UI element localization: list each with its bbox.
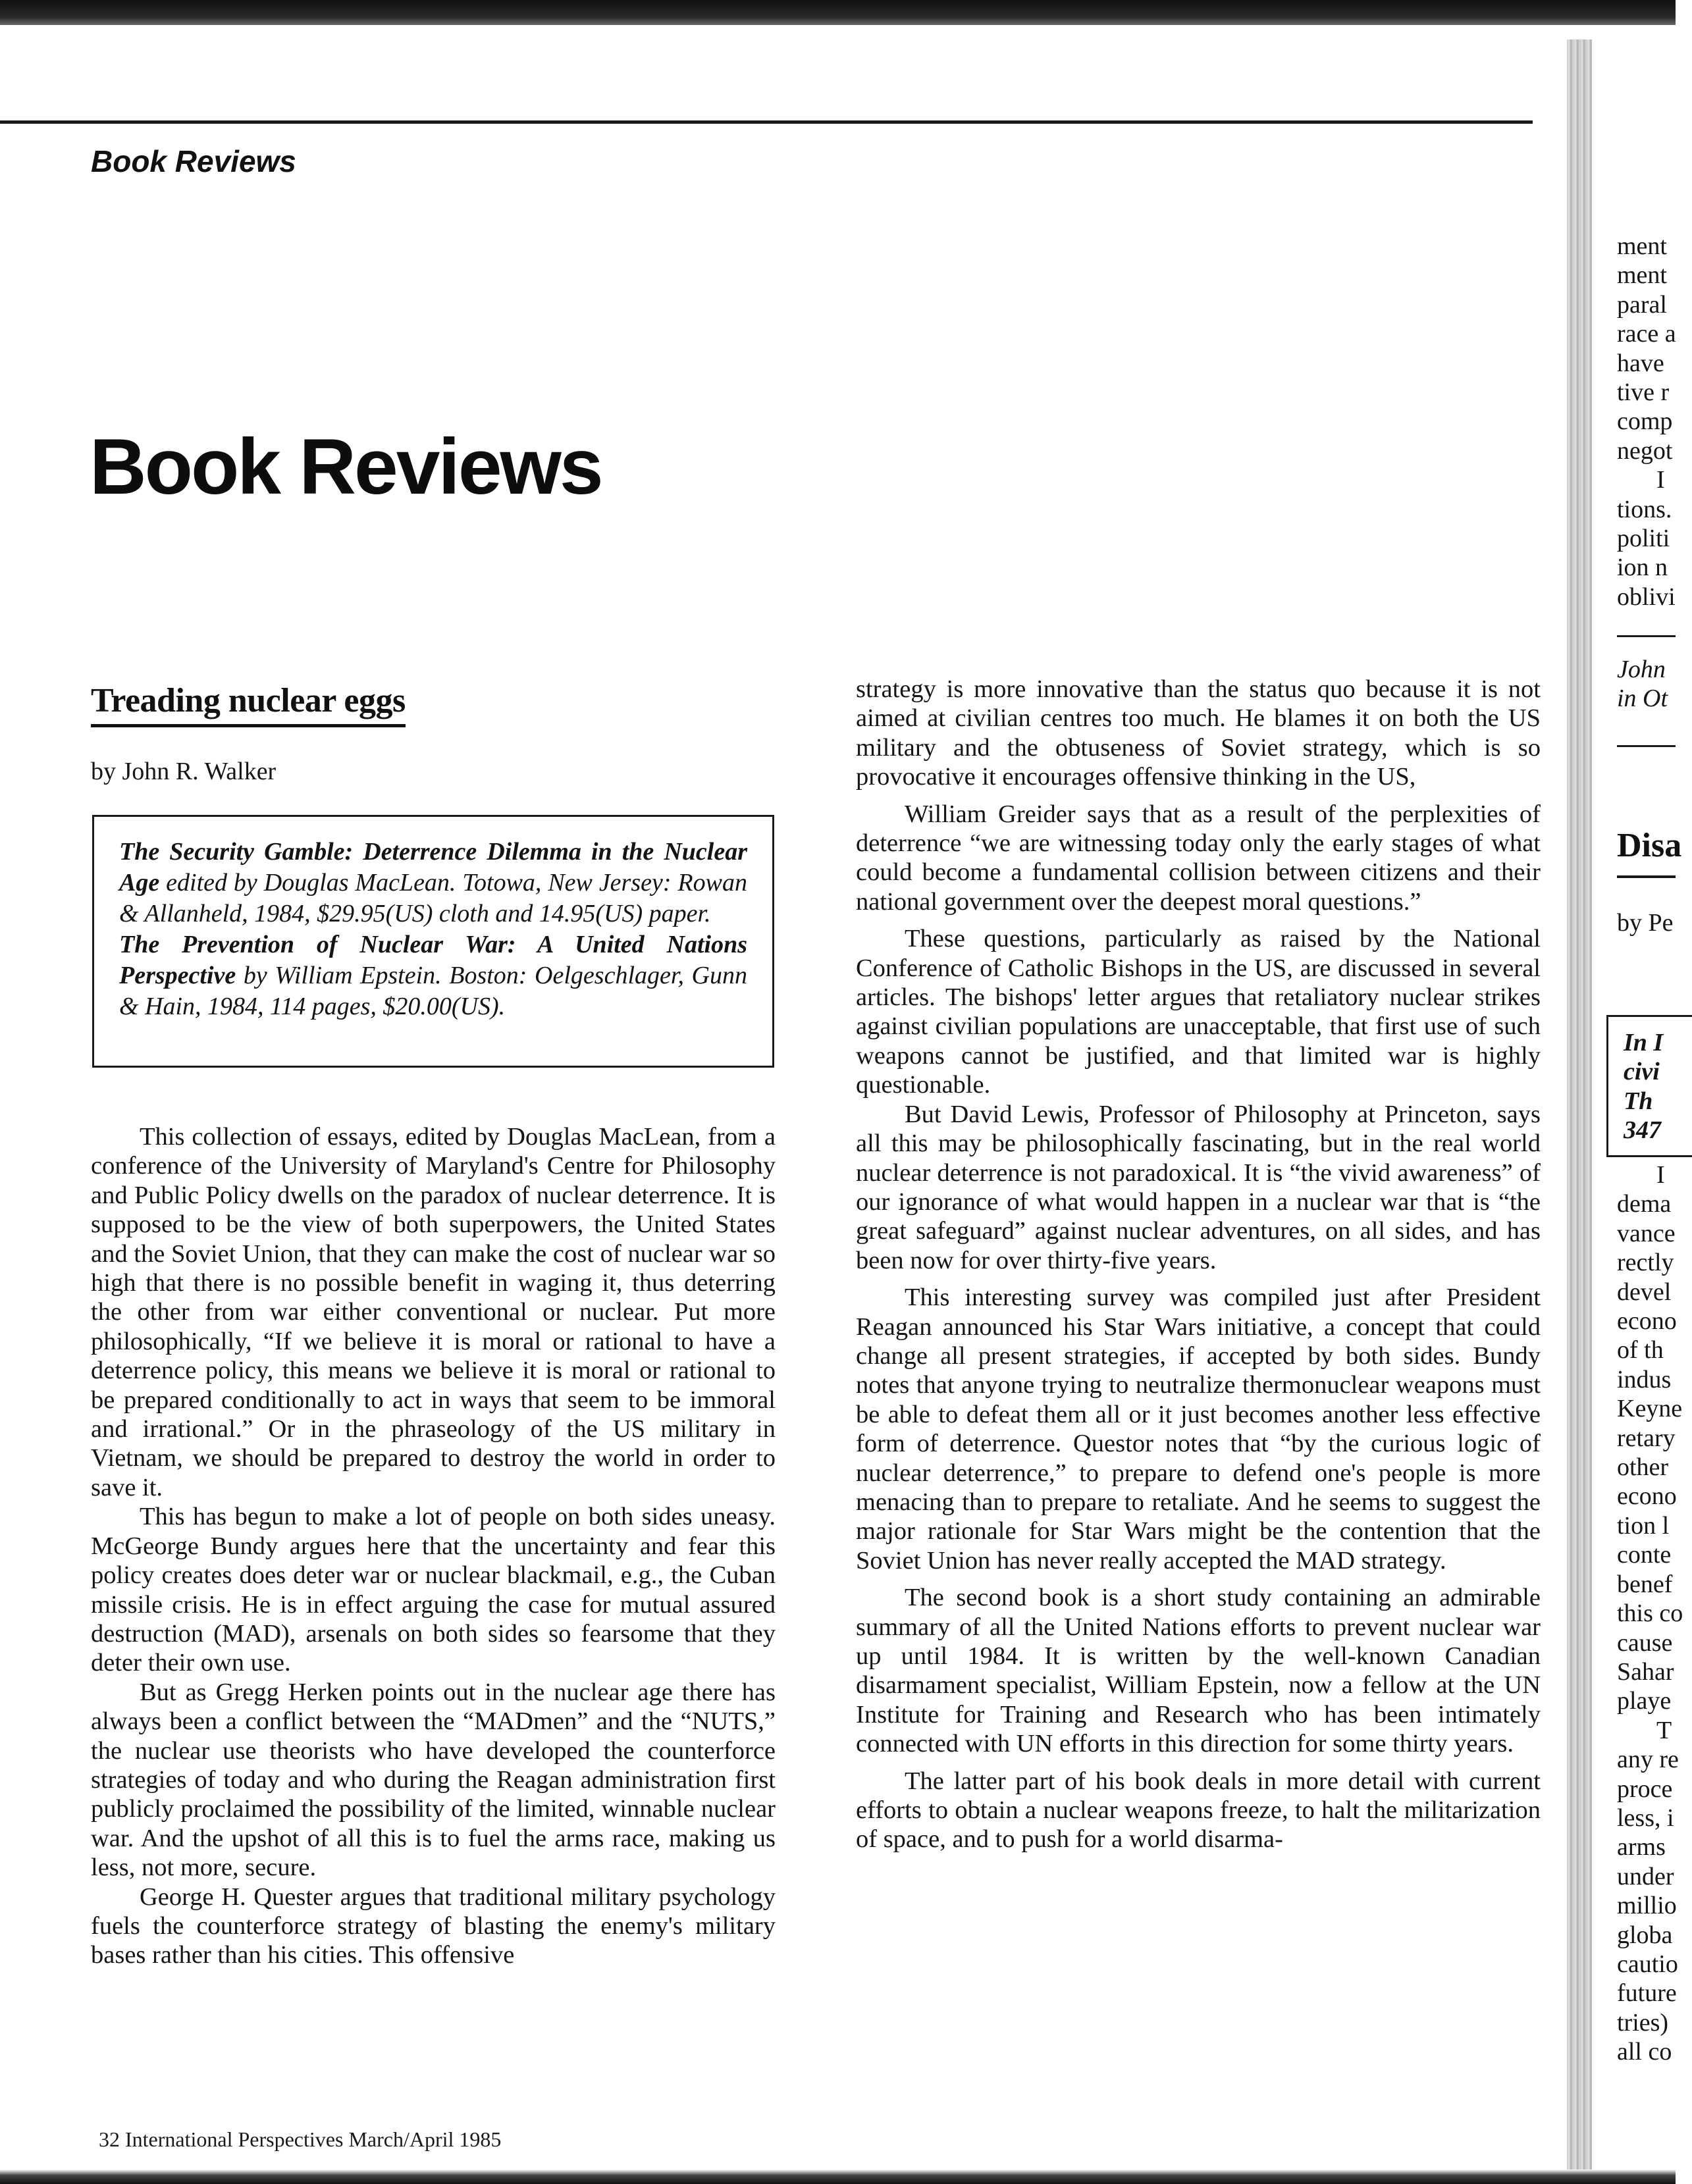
next-page-line: arms (1617, 1833, 1666, 1861)
next-page-line: tion l (1617, 1511, 1670, 1540)
next-page-line: have (1617, 349, 1664, 377)
next-page-line: In I (1624, 1029, 1664, 1056)
next-page-line: John (1617, 656, 1666, 683)
next-page-line: Th (1624, 1087, 1653, 1115)
body-paragraph: This has begun to make a lot of people on both sides uneasy. McGeorge Bundy argues here that the uncertainty and fear this policy creates does deter war or nuclear blackmail, e.g., the Cuban missile crisis. He is in effect arguing the case for mutual assured destruction (MAD), arsenals on both sides so fearsome that they deter their own use. (91, 1503, 776, 1677)
next-page-signature (1617, 655, 1668, 714)
next-page-line: devel (1617, 1278, 1672, 1306)
header-rule (0, 120, 1533, 124)
body-paragraph: But David Lewis, Professor of Philosophy at Princeton, says all this may be philosophically fascinating, but in the real world nuclear deterrence is not paradoxical. It is “the vivid awareness” of our ignorance of what would happen in a nuclear war that is “the great safeguard” against nuclear adventures, on all sides, and has been now for over thirty-five years. (856, 1100, 1541, 1274)
next-page-line: I (1656, 466, 1665, 494)
left-column (91, 1122, 776, 1970)
book-title: The Security Gamble: Deterrence Dilemma in the Nuclear Age (119, 838, 747, 897)
next-page-line: cautio (1617, 1950, 1678, 1978)
body-paragraph: George H. Quester argues that traditional military psychology fuels the counterforce strategy of blasting the enemy's military bases rather than his cities. This offensive (91, 1883, 776, 1969)
next-page-body-text (1617, 1160, 1683, 2067)
next-page-line: politi (1617, 525, 1670, 553)
book-title: The Prevention of Nuclear War: A United Nations Perspective (119, 931, 747, 989)
next-page-line: conte (1617, 1541, 1672, 1569)
next-page-line: globa (1617, 1921, 1673, 1949)
page-footer: 32 International Perspectives March/April 1985 (99, 2127, 502, 2151)
body-paragraph: William Greider says that as a result of the perplexities of deterrence “we are witnessing today only the early stages of what could become a fundamental collision between citizens and their national government over the deepest moral questions.” (856, 800, 1541, 916)
next-page-line: tive r (1617, 378, 1670, 407)
scan-top-edge (0, 0, 1676, 25)
middle-column (856, 675, 1541, 1854)
next-page-line: less, i (1617, 1804, 1674, 1832)
next-page-line: tries) (1617, 2008, 1669, 2037)
next-page-line: benef (1617, 1570, 1673, 1598)
next-page-line: indus (1617, 1365, 1672, 1393)
next-page-line: econo (1617, 1307, 1677, 1336)
next-page-byline: by Pe (1617, 909, 1674, 937)
next-page-line: ion n (1617, 554, 1668, 582)
next-page-line: of th (1617, 1336, 1664, 1365)
body-paragraph: This interesting survey was compiled just after President Reagan announced his Star Wars initiative, a concept that could change all present strategies, if accepted by both sides. Bundy notes that anyone trying to neutralize thermonuclear weapons must be able to defeat them all or it just becomes another less effective form of deterrence. Questor notes that “by the curious logic of nuclear deterrence,” to prepare to defend one's people is more menacing than to prepare to retaliate. And he seems to suggest the major rationale for Star Wars might be the contention that the Soviet Union has never really accepted the MAD strategy. (856, 1284, 1541, 1574)
next-page-line: proce (1617, 1775, 1673, 1803)
body-paragraph: This collection of essays, edited by Douglas MacLean, from a conference of the University of Maryland's Centre for Philosophy and Public Policy dwells on the paradox of nuclear deterrence. It is supposed to be the view of both superpowers, the United States and the Soviet Union, that they can make the cost of nuclear war so high that there is no possible benefit in waging it, thus deterring the other from war either conventional or nuclear. Put more philosophically, “If we believe it is moral or rational to have a deterrence policy, this means we believe it is moral or rational to be prepared conditionally to act in ways that seem to be immoral and irrational.” Or in the phraseology of the US military in Vietnam, we should be prepared to destroy the world in order to save it. (91, 1123, 776, 1501)
body-paragraph: The second book is a short study containing an admirable summary of all the United Nations efforts to prevent nuclear war up until 1984. It is written by the well-known Canadian disarmament specialist, William Epstein, now a fellow at the UN Institute for Training and Research who has been intimately connected with UN efforts in this direction for some thirty years. (856, 1584, 1541, 1758)
next-page-rule (1617, 745, 1676, 747)
next-page-line: all co (1617, 2038, 1672, 2066)
next-page-line: millio (1617, 1892, 1677, 1920)
next-page-line: cause (1617, 1628, 1673, 1657)
next-page-line: retary (1617, 1424, 1676, 1452)
section-label: Book Reviews (91, 144, 296, 178)
next-page-rule (1617, 635, 1676, 637)
next-page-line: Sahar (1617, 1657, 1674, 1686)
scan-bottom-edge (0, 2170, 1676, 2184)
review-byline: by John R. Walker (91, 758, 277, 785)
next-page-line: 347 (1624, 1116, 1661, 1145)
next-page-line: in Ot (1617, 685, 1668, 713)
next-page-title-underline (1617, 875, 1676, 878)
next-page-line: ment (1617, 261, 1667, 290)
next-page-line: vance (1617, 1219, 1676, 1247)
next-page-line: this co (1617, 1599, 1683, 1628)
book-details: edited by Douglas MacLean. Totowa, New Jersey: Rowan & Allanheld, 1984, $29.95(US) cloth and 14.95(US) paper. (119, 869, 747, 927)
body-paragraph: But as Gregg Herken points out in the nuclear age there has always been a conflict between the “MADmen” and the “NUTS,” the nuclear use theorists who have developed the counterforce strategies of today and who during the Reagan administration first publicly proclaimed the possibility of the limited, winnable nuclear war. And the upshot of all this is to fuel the arms race, making us less, not more, secure. (91, 1678, 776, 1882)
next-page-line: Keyne (1617, 1395, 1683, 1423)
next-page-line: rectly (1617, 1249, 1674, 1277)
next-page-line: other (1617, 1453, 1669, 1482)
next-page-top-text (1617, 232, 1676, 611)
next-page-line: civi (1624, 1058, 1660, 1086)
next-page-line: playe (1617, 1687, 1672, 1715)
book-entry (119, 837, 747, 929)
next-page-review-title: Disa (1617, 827, 1682, 864)
next-page-line: under (1617, 1862, 1674, 1890)
next-page-line: tions. (1617, 495, 1672, 523)
page-gutter (1567, 39, 1592, 2184)
next-page-line: future (1617, 1979, 1677, 2008)
next-page-line: ment (1617, 232, 1667, 260)
next-page-line: T (1656, 1716, 1672, 1744)
page-title: Book Reviews (90, 423, 602, 511)
next-page-line: negot (1617, 436, 1673, 465)
review-title: Treading nuclear eggs (91, 681, 406, 727)
next-page-line: oblivi (1617, 583, 1676, 611)
book-citation-box (92, 815, 774, 1068)
next-page-citation-text (1624, 1028, 1663, 1145)
book-details: by William Epstein. Boston: Oelgeschlager, Gunn & Hain, 1984, 114 pages, $20.00(US). (119, 962, 747, 1020)
body-paragraph: The latter part of his book deals in more detail with current efforts to obtain a nuclear weapons freeze, to halt the militarization of space, and to push for a world disarma- (856, 1767, 1541, 1854)
next-page-line: race a (1617, 320, 1676, 348)
next-page-line: econo (1617, 1482, 1677, 1511)
body-paragraph: These questions, particularly as raised by the National Conference of Catholic Bishops in the US, are discussed in several articles. The bishops' letter argues that retaliatory nuclear strikes against civilian populations are unacceptable, that first use of such weapons cannot be justified, and that limited war is highly questionable. (856, 925, 1541, 1099)
next-page-line: any re (1617, 1746, 1679, 1774)
next-page-line: I (1656, 1161, 1665, 1189)
body-paragraph: strategy is more innovative than the status quo because it is not aimed at civilian centres too much. He blames it on both the US military and the obtuseness of Soviet strategy, which is so provocative it encourages offensive thinking in the US, (856, 675, 1541, 791)
next-page-line: paral (1617, 290, 1667, 319)
book-entry (119, 929, 747, 1022)
next-page-line: comp (1617, 407, 1673, 436)
next-page-line: dema (1617, 1190, 1672, 1218)
